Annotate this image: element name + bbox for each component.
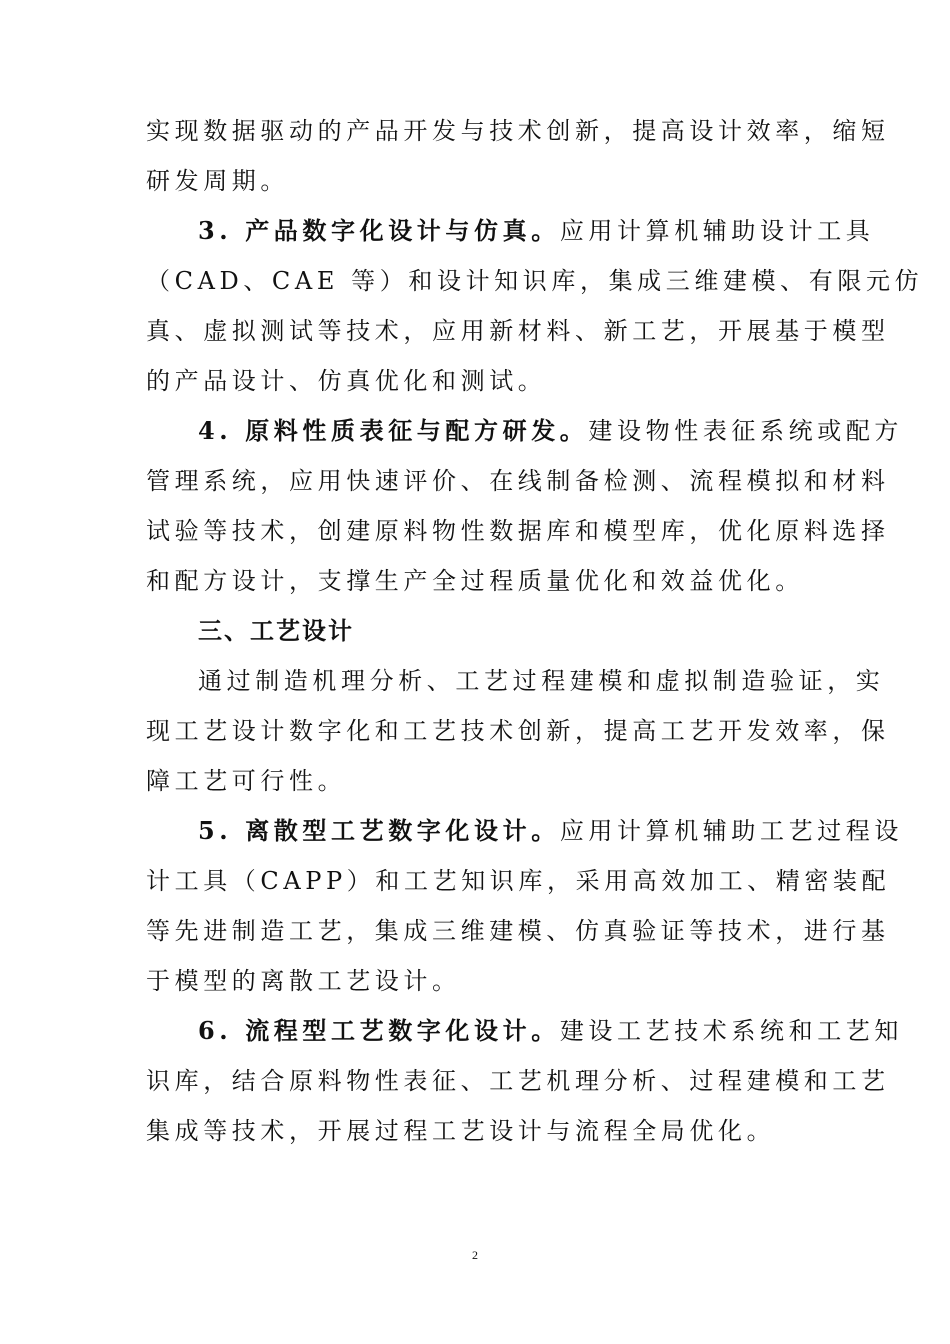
item-5-line-2: 计工具（CAPP）和工艺知识库，采用高效加工、精密装配 (146, 867, 891, 895)
item-6-line-2: 识库，结合原料物性表征、工艺机理分析、过程建模和工艺 (146, 1067, 890, 1095)
item-3-line-3: 真、虚拟测试等技术，应用新材料、新工艺，开展基于模型 (146, 317, 890, 345)
item-5-lead: 5. 离散型工艺数字化设计。 (198, 816, 560, 845)
item-4-line-1 (146, 406, 904, 456)
item-6-line-3: 集成等技术，开展过程工艺设计与流程全局优化。 (146, 1117, 776, 1145)
item-3-line-1 (146, 206, 875, 256)
intro-line-2: 研发周期。 (146, 167, 289, 195)
item-5-line-1 (146, 806, 904, 856)
section-3-line-3: 障工艺可行性。 (146, 767, 347, 795)
item-3-line-1-text: 应用计算机辅助设计工具 (559, 217, 875, 245)
item-4-lead: 4. 原料性质表征与配方研发。 (198, 416, 589, 445)
item-3-line-2: （CAD、CAE 等）和设计知识库，集成三维建模、有限元仿 (146, 267, 924, 295)
item-5-line-3: 等先进制造工艺，集成三维建模、仿真验证等技术，进行基 (146, 917, 890, 945)
item-6-line-1-text: 建设工艺技术系统和工艺知 (559, 1017, 904, 1045)
item-6-lead: 6. 流程型工艺数字化设计。 (198, 1016, 560, 1045)
page-number: 2 (472, 1248, 478, 1262)
item-4-line-4: 和配方设计，支撑生产全过程质量优化和效益优化。 (146, 567, 804, 595)
item-3-line-4: 的产品设计、仿真优化和测试。 (146, 367, 547, 395)
document-body (146, 106, 924, 1156)
item-5-line-1-text: 应用计算机辅助工艺过程设 (559, 817, 904, 845)
item-4-line-3: 试验等技术，创建原料物性数据库和模型库，优化原料选择 (146, 517, 890, 545)
item-3-lead: 3. 产品数字化设计与仿真。 (198, 216, 560, 245)
item-5-line-4: 于模型的离散工艺设计。 (146, 967, 461, 995)
item-4-line-2: 管理系统，应用快速评价、在线制备检测、流程模拟和材料 (146, 467, 890, 495)
intro-line-1: 实现数据驱动的产品开发与技术创新，提高设计效率，缩短 (146, 117, 890, 145)
section-3-line-2: 现工艺设计数字化和工艺技术创新，提高工艺开发效率，保 (146, 717, 890, 745)
section-3-line-1: 通过制造机理分析、工艺过程建模和虚拟制造验证，实 (198, 667, 885, 695)
section-3-heading: 三、工艺设计 (198, 617, 354, 645)
item-4-line-1-text: 建设物性表征系统或配方 (588, 417, 904, 445)
item-6-line-1 (146, 1006, 904, 1056)
